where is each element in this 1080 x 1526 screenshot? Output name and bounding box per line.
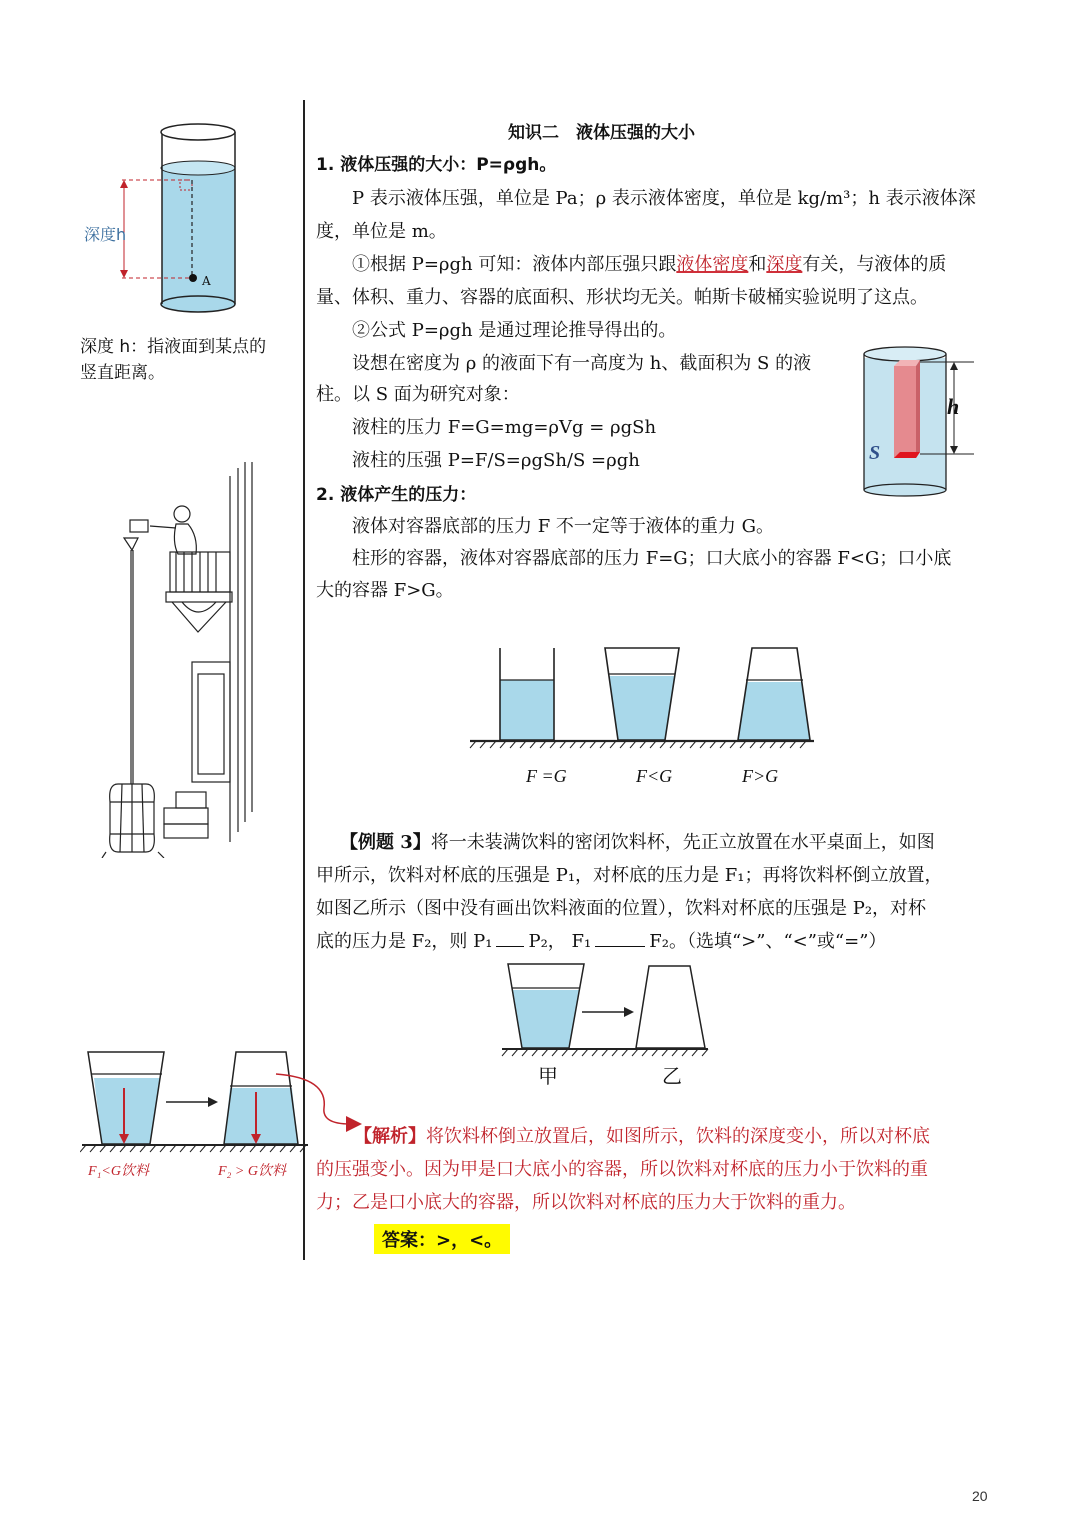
subsection-1-heading: 1. 液体压强的大小：P=ρgh。 bbox=[316, 155, 557, 175]
note-2: ②公式 P=ρgh 是通过理论推导得出的。 bbox=[352, 320, 677, 341]
column-area-label: S bbox=[869, 442, 881, 464]
depth-cylinder-figure bbox=[80, 118, 250, 318]
point-a-label: A bbox=[202, 274, 211, 288]
cup2-force-label: F₂ > G饮料 bbox=[218, 1164, 286, 1179]
answer-box: 答案：>，<。 bbox=[374, 1224, 510, 1254]
cup1-force-label: F₁<G饮料 bbox=[88, 1164, 149, 1179]
container2-label: F<G bbox=[636, 766, 673, 786]
example-line4: 底的压力是 F₂，则 P₁ P₂， F₁ F₂。（选填“>”、“<”或“=”） bbox=[316, 931, 887, 952]
p1-line1: P 表示液体压强，单位是 Pa；ρ 表示液体密度，单位是 kg/m³；h 表示液体深 bbox=[352, 188, 976, 209]
section-title: 知识二 液体压强的大小 bbox=[508, 123, 695, 143]
analysis-line3: 力；乙是口小底大的容器，所以饮料对杯底的压力大于饮料的重力。 bbox=[316, 1192, 856, 1213]
depth-label: 深度h bbox=[84, 225, 127, 244]
page-number: 20 bbox=[972, 1488, 988, 1504]
answer-blank-2 bbox=[595, 946, 645, 947]
answer-blank-1 bbox=[496, 946, 524, 947]
liquid-column-figure bbox=[858, 340, 988, 500]
example-line3: 如图乙所示（图中没有画出饮料液面的位置），饮料对杯底的压强是 P₂，对杯 bbox=[316, 898, 927, 919]
highlight-liquid-density: 液体密度 bbox=[676, 254, 749, 275]
force-formula: 液柱的压力 F=G=mg=ρVg = ρgSh bbox=[352, 417, 657, 438]
container3-label: F>G bbox=[742, 766, 779, 786]
note-1-line1: ①根据 P=ρgh 可知：液体内部压强只跟液体密度和深度有关，与液体的质 bbox=[352, 254, 947, 275]
example-line1: 【例题 3】将一未装满饮料的密闭饮料杯，先正立放置在水平桌面上，如图 bbox=[340, 832, 935, 853]
subsection-2-heading: 2. 液体产生的压力： bbox=[316, 485, 477, 505]
three-containers-figure bbox=[468, 640, 818, 752]
depth-caption: 深度 h：指液面到某点的竖直距离。 bbox=[80, 337, 267, 383]
assume-line2: 柱。以 S 面为研究对象： bbox=[316, 384, 520, 405]
p2-line1: 液体对容器底部的压力 F 不一定等于液体的重力 G。 bbox=[352, 516, 775, 537]
note-1-line2: 量、体积、重力、容器的底面积、形状均无关。帕斯卡破桶实验说明了这点。 bbox=[316, 287, 928, 308]
highlight-depth: 深度 bbox=[766, 254, 803, 275]
example-tag: 【例题 3】 bbox=[340, 832, 431, 853]
p2-line3: 大的容器 F>G。 bbox=[316, 580, 454, 601]
figure-yi-label: 乙 bbox=[662, 1064, 682, 1088]
p1-line2: 度，单位是 m。 bbox=[316, 221, 447, 242]
pascal-barrel-illustration bbox=[80, 462, 260, 858]
analysis-line1: 【解析】将饮料杯倒立放置后，如图所示，饮料的深度变小，所以对杯底 bbox=[354, 1126, 930, 1147]
column-height-label: h bbox=[947, 394, 960, 419]
example-line2: 甲所示，饮料对杯底的压强是 P₁，对杯底的压力是 F₁；再将饮料杯倒立放置， bbox=[316, 865, 943, 886]
example-cups-figure bbox=[500, 960, 710, 1060]
analysis-tag: 【解析】 bbox=[354, 1126, 426, 1147]
p2-line2: 柱形的容器，液体对容器底部的压力 F=G；口大底小的容器 F<G；口小底 bbox=[352, 548, 952, 569]
pressure-formula: 液柱的压强 P=F/S=ρgSh/S =ρgh bbox=[352, 450, 640, 471]
analysis-line2: 的压强变小。因为甲是口大底小的容器，所以饮料对杯底的压力小于饮料的重 bbox=[316, 1159, 928, 1180]
figure-jia-label: 甲 bbox=[538, 1064, 558, 1088]
container1-label: F =G bbox=[526, 766, 567, 786]
assume-line1: 设想在密度为 ρ 的液面下有一高度为 h、截面积为 S 的液 bbox=[352, 353, 812, 374]
